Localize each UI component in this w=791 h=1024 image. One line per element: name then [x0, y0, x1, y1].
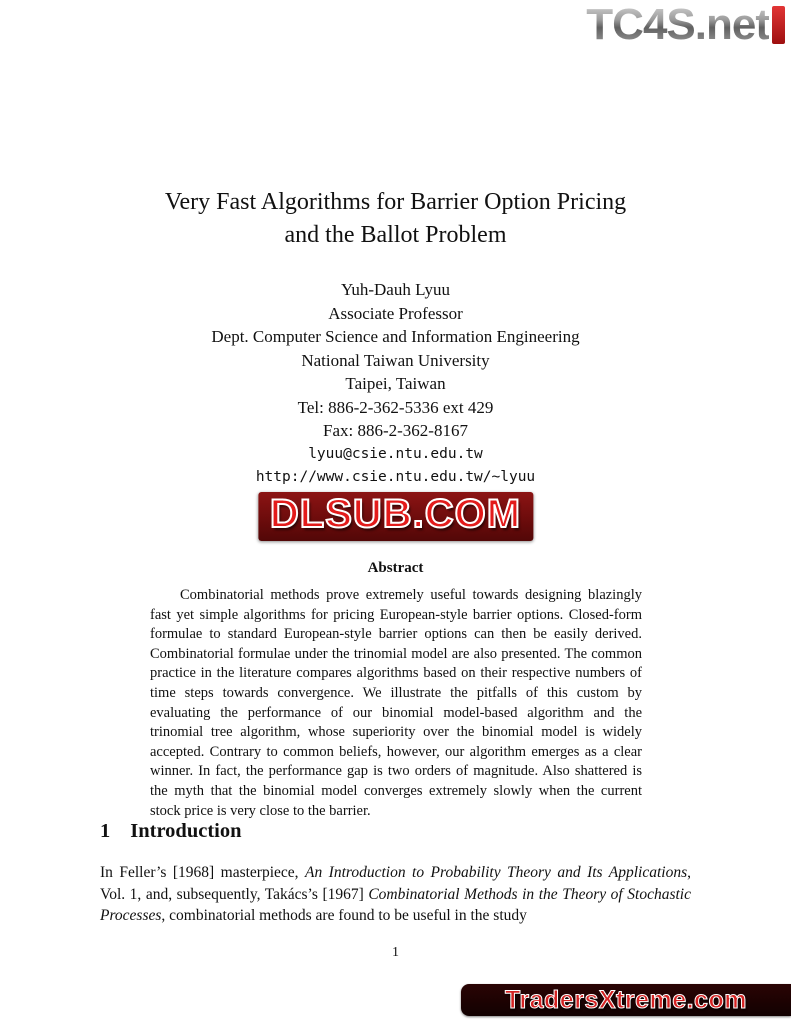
tc4s-watermark: [586, 0, 785, 50]
dlsub-watermark: [258, 492, 533, 541]
author-location: Taipei, Taiwan: [345, 374, 446, 393]
tradersxtreme-watermark-text: TradersXtreme.com: [505, 985, 747, 1014]
intro-text-segment: In Feller’s [1968] masterpiece,: [100, 864, 305, 881]
introduction-paragraph: [100, 862, 691, 927]
author-department: Dept. Computer Science and Information Engineering: [211, 327, 580, 346]
abstract-paragraph: Combinatorial methods prove extremely useful towards designing blazingly fast yet simple algorithms for pricing European-style barrier options. Closed-form formulae to standard European-style barrier options can then be easily derived. Combinatorial formulae under the trinomial model are also presented. The common practice in the literature compares algorithms based on their respective numbers of time steps towards convergence. We illustrate the pitfalls of this custom by evaluating the performance of our binomial model-based algorithm and the trinomial tree algorithm, whose superiority over the binomial model is widely accepted. Contrary to common beliefs, however, our algorithm emerges as a clear winner. In fact, the performance gap is two orders of magnitude. Also shattered is the myth that the binomial model converges extremely slowly when the current stock price is very close to the barrier.: [150, 587, 642, 819]
intro-book-title-1: An Introduction to Probability Theory and Its Applications: [305, 864, 688, 881]
abstract-section: [150, 586, 642, 821]
tc4s-watermark-text: TC4S.net: [586, 0, 769, 49]
author-block: [0, 278, 791, 490]
introduction-section: [100, 862, 691, 927]
section-1-heading: [100, 820, 242, 843]
tc4s-red-accent: [772, 6, 785, 44]
abstract-heading: Abstract: [367, 560, 424, 576]
author-fax: Fax: 886-2-362-8167: [323, 421, 468, 440]
paper-title-line1: Very Fast Algorithms for Barrier Option Pricing: [164, 189, 627, 215]
tradersxtreme-watermark: [461, 984, 791, 1016]
author-homepage-url: http://www.csie.ntu.edu.tw/~lyuu: [255, 469, 536, 485]
author-university: National Taiwan University: [301, 350, 490, 370]
author-telephone: Tel: 886-2-362-5336 ext 429: [297, 397, 494, 417]
paper-title-line2: and the Ballot Problem: [284, 222, 507, 248]
author-name: Yuh-Dauh Lyuu: [340, 280, 451, 299]
dlsub-watermark-text: DLSUB.COM: [269, 492, 522, 536]
author-role: Associate Professor: [328, 303, 463, 323]
author-email: lyuu@csie.ntu.edu.tw: [308, 445, 483, 462]
intro-text-segment: , combinatorial methods are found to be useful in the study: [161, 907, 527, 924]
intro-text-segment: , Vol. 1, and, subsequently, Takács’s [1967]: [100, 864, 691, 903]
section-1-number: 1: [100, 820, 111, 842]
section-1-title: Introduction: [130, 820, 242, 842]
paper-title: [0, 186, 791, 252]
page-number: 1: [392, 945, 399, 960]
intro-book-title-2: Combinatorial Methods in the Theory of Stochastic Processes: [100, 885, 691, 924]
